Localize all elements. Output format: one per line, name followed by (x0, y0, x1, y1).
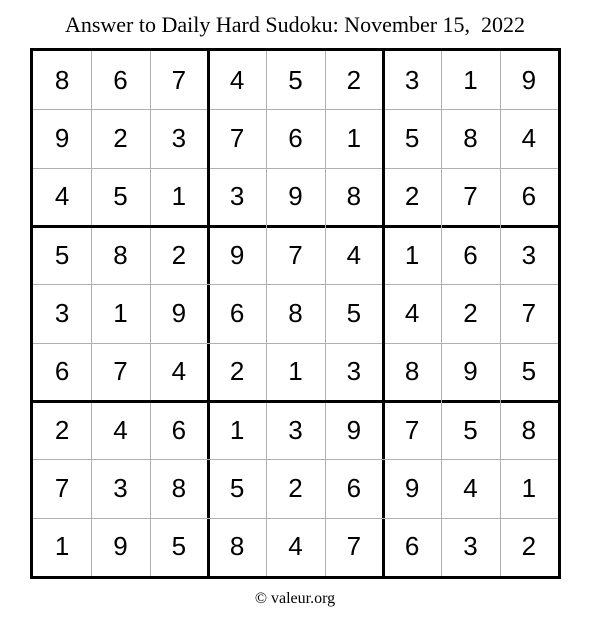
sudoku-cell: 2 (463, 297, 478, 328)
sudoku-cell: 7 (463, 181, 478, 212)
sudoku-cell: 7 (113, 356, 128, 387)
sudoku-cell: 4 (288, 531, 303, 562)
sudoku-cell: 4 (229, 64, 245, 95)
sudoku-cell: 2 (229, 356, 245, 387)
sudoku-cell: 1 (346, 122, 362, 153)
sudoku-cell: 2 (171, 239, 187, 270)
sudoku-cell: 6 (404, 531, 420, 562)
sudoku-cell: 1 (229, 414, 245, 445)
sudoku-cell: 7 (346, 531, 362, 562)
sudoku-cell: 2 (54, 414, 70, 445)
sudoku-cell: 8 (229, 531, 245, 562)
sudoku-cell: 3 (229, 181, 245, 212)
sudoku-cell: 6 (229, 297, 245, 328)
sudoku-cell: 5 (521, 356, 537, 387)
sudoku-cell: 9 (113, 531, 128, 562)
sudoku-cell: 4 (521, 122, 537, 153)
sudoku-cell: 9 (54, 122, 70, 153)
sudoku-cell: 8 (521, 414, 537, 445)
sudoku-cell: 3 (346, 356, 362, 387)
sudoku-cell: 1 (288, 356, 303, 387)
sudoku-cell: 9 (404, 472, 420, 503)
sudoku-cell: 1 (521, 472, 537, 503)
sudoku-cell: 6 (54, 356, 70, 387)
sudoku-cell: 7 (54, 472, 70, 503)
sudoku-cell: 1 (171, 181, 187, 212)
sudoku-cell: 6 (463, 239, 478, 270)
sudoku-cell: 6 (521, 181, 537, 212)
sudoku-cell: 4 (171, 356, 187, 387)
sudoku-cell: 7 (521, 297, 537, 328)
sudoku-cell: 9 (463, 356, 478, 387)
sudoku-cell: 2 (113, 122, 128, 153)
sudoku-cell: 2 (404, 181, 420, 212)
sudoku-cell: 4 (113, 414, 128, 445)
sudoku-cell: 2 (521, 531, 537, 562)
sudoku-cell: 8 (171, 472, 187, 503)
sudoku-cell: 3 (171, 122, 187, 153)
sudoku-board (30, 48, 561, 579)
copyright-footer: © valeur.org (254, 590, 336, 607)
page-title: Answer to Daily Hard Sudoku: November 15, 2022 (64, 12, 526, 37)
sudoku-cell: 3 (521, 239, 537, 270)
sudoku-cell: 3 (288, 414, 303, 445)
sudoku-cell: 6 (346, 472, 362, 503)
sudoku-cell: 9 (521, 64, 537, 95)
sudoku-cell: 3 (113, 472, 128, 503)
sudoku-cell: 2 (288, 472, 303, 503)
sudoku-cell: 2 (346, 64, 362, 95)
sudoku-cell: 8 (288, 297, 303, 328)
sudoku-cell: 5 (463, 414, 478, 445)
sudoku-cell: 5 (346, 297, 362, 328)
sudoku-cell: 5 (171, 531, 187, 562)
sudoku-cell: 3 (54, 297, 70, 328)
sudoku-cell: 3 (404, 64, 420, 95)
sudoku-cell: 4 (404, 297, 420, 328)
sudoku-cell: 1 (113, 297, 128, 328)
sudoku-cell: 9 (288, 181, 303, 212)
sudoku-cell: 7 (404, 414, 420, 445)
sudoku-cell: 8 (54, 64, 70, 95)
sudoku-cell: 7 (229, 122, 245, 153)
sudoku-cell: 8 (346, 181, 362, 212)
sudoku-cell: 6 (288, 122, 303, 153)
sudoku-cell: 9 (171, 297, 187, 328)
sudoku-cell: 3 (463, 531, 478, 562)
sudoku-cell: 8 (404, 356, 420, 387)
sudoku-cell: 4 (54, 181, 70, 212)
sudoku-cell: 6 (171, 414, 187, 445)
sudoku-cell: 1 (463, 64, 478, 95)
sudoku-cell: 8 (463, 122, 478, 153)
sudoku-cell: 7 (288, 239, 303, 270)
sudoku-cell: 7 (171, 64, 187, 95)
sudoku-cell: 4 (463, 472, 478, 503)
sudoku-cell: 4 (346, 239, 362, 270)
sudoku-cell: 5 (54, 239, 70, 270)
sudoku-cell: 8 (113, 239, 128, 270)
sudoku-cell: 9 (229, 239, 245, 270)
sudoku-cell: 5 (288, 64, 303, 95)
sudoku-cell: 9 (346, 414, 362, 445)
sudoku-cell: 5 (404, 122, 420, 153)
sudoku-cell: 5 (229, 472, 245, 503)
sudoku-cell: 1 (54, 531, 70, 562)
sudoku-cell: 5 (113, 181, 128, 212)
sudoku-cell: 6 (113, 64, 128, 95)
sudoku-cell: 1 (404, 239, 420, 270)
